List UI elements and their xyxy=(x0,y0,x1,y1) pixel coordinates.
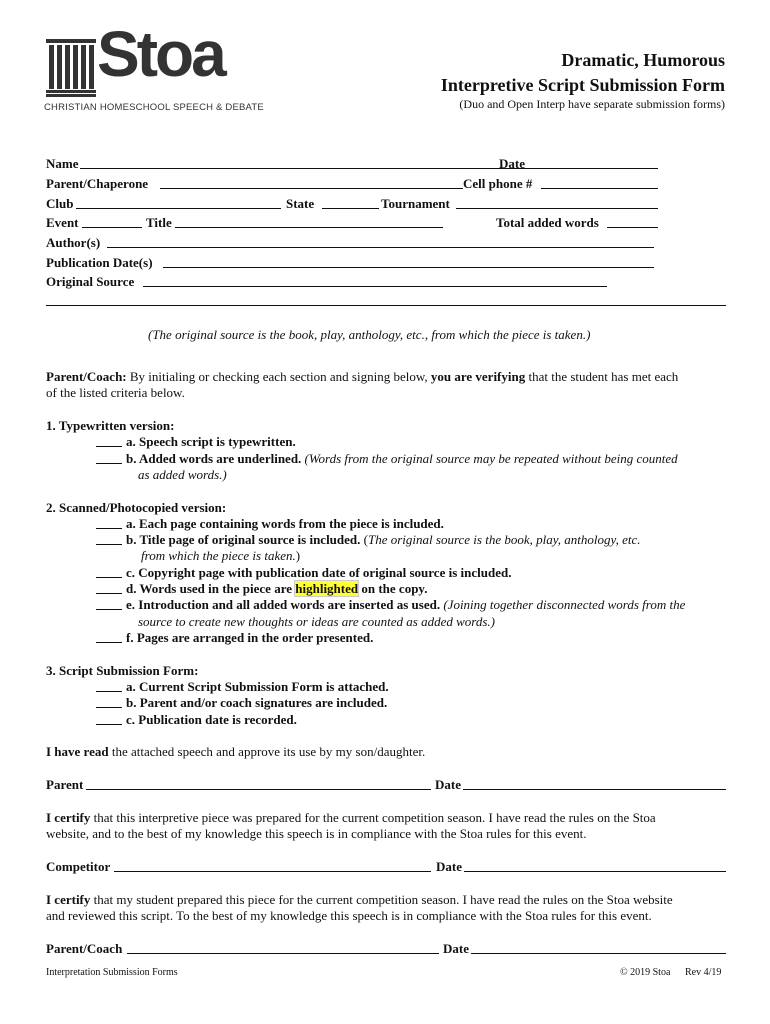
cell-phone-label: Cell phone # xyxy=(463,176,533,191)
publication-dates-row xyxy=(46,255,726,271)
intro-lead: Parent/Coach: xyxy=(46,369,127,384)
section1-item-b xyxy=(96,451,678,468)
state-label: State xyxy=(286,196,315,211)
section2-item-b-note2-line xyxy=(141,548,300,565)
parent-coach-signature-label: Parent/Coach xyxy=(46,941,123,956)
parent-coach-date-label: Date xyxy=(443,941,469,956)
read-text: the attached speech and approve its use by my son/daughter. xyxy=(108,744,426,759)
section3-item-b xyxy=(96,695,387,712)
certify2-line1 xyxy=(46,892,673,909)
section3-heading: 3. Script Submission Form: xyxy=(46,663,199,678)
section2-item-b-note2: from which the piece is taken. xyxy=(141,548,296,563)
initial-blank[interactable] xyxy=(96,516,122,529)
parent-date-label: Date xyxy=(435,777,461,792)
club-field[interactable] xyxy=(76,208,281,209)
certify1-line2: website, and to the best of my knowledge this speech is in compliance with the Stoa rules for this event. xyxy=(46,826,587,841)
name-field[interactable] xyxy=(80,168,540,169)
date-field[interactable] xyxy=(526,168,658,169)
parent-chaperone-field[interactable] xyxy=(160,188,463,189)
initial-blank[interactable] xyxy=(96,712,122,725)
competitor-date-label: Date xyxy=(436,859,462,874)
intro-text2: that the student has met each xyxy=(525,369,679,384)
initial-blank[interactable] xyxy=(96,695,122,708)
section2-item-e-note2: source to create new thoughts or ideas are counted as added words.) xyxy=(138,614,495,629)
original-source-field[interactable] xyxy=(143,286,607,287)
competitor-signature-row xyxy=(46,859,726,875)
parent-coach-signature-field[interactable] xyxy=(127,953,439,954)
total-added-words-label: Total added words xyxy=(496,215,599,230)
highlighted-word: highlighted xyxy=(295,581,359,596)
competitor-date-field[interactable] xyxy=(464,871,726,872)
section3-item-b-text: b. Parent and/or coach signatures are included. xyxy=(126,695,388,710)
club-label: Club xyxy=(46,196,74,211)
read-lead: I have read xyxy=(46,744,109,759)
event-label: Event xyxy=(46,215,79,230)
competitor-signature-label: Competitor xyxy=(46,859,111,874)
section2-item-e-text: e. Introduction and all added words are inserted as used. xyxy=(126,597,441,612)
certify1-lead: I certify xyxy=(46,810,91,825)
section1-item-b-note: (Words from the original source may be repeated without being counted xyxy=(304,451,678,466)
form-title-line1: Dramatic, Humorous xyxy=(561,50,725,70)
section1-heading: 1. Typewritten version: xyxy=(46,418,175,433)
section3-item-c-text: c. Publication date is recorded. xyxy=(126,712,297,727)
publication-dates-field[interactable] xyxy=(163,267,654,268)
event-field[interactable] xyxy=(82,227,142,228)
initial-blank[interactable] xyxy=(96,532,122,545)
original-source-continuation-field[interactable] xyxy=(46,305,726,306)
section2-item-d-pre: d. Words used in the piece are xyxy=(126,581,296,596)
tournament-field[interactable] xyxy=(456,208,658,209)
section3-item-a-text: a. Current Script Submission Form is attached. xyxy=(126,679,389,694)
read-statement xyxy=(46,744,425,761)
title-label: Title xyxy=(146,215,172,230)
intro-line2: of the listed criteria below. xyxy=(46,385,185,400)
intro-emph: you are verifying xyxy=(430,369,526,384)
paren-open: ( xyxy=(363,532,368,547)
section2-item-b xyxy=(96,532,640,549)
footer-revision: Rev 4/19 xyxy=(685,967,722,978)
original-source-label: Original Source xyxy=(46,274,135,289)
parent-coach-date-field[interactable] xyxy=(471,953,726,954)
intro-text1: By initialing or checking each section and signing below, xyxy=(126,369,431,384)
section1-item-a xyxy=(96,434,296,451)
initial-blank[interactable] xyxy=(96,679,122,692)
section1-item-b-text: b. Added words are underlined. xyxy=(126,451,302,466)
section2-item-c xyxy=(96,565,511,582)
section2-item-d xyxy=(96,581,427,598)
parent-chaperone-label: Parent/Chaperone xyxy=(46,176,149,191)
source-note: (The original source is the book, play, anthology, etc., from which the piece is taken.) xyxy=(148,327,591,342)
section2-item-b-note: The original source is the book, play, anthology, etc. xyxy=(367,532,641,547)
section2-item-f-text: f. Pages are arranged in the order presented. xyxy=(126,630,374,645)
total-added-words-field[interactable] xyxy=(607,227,658,228)
initial-blank[interactable] xyxy=(96,597,122,610)
event-title-row xyxy=(46,215,726,231)
certify2-text: that my student prepared this piece for the current competition season. I have read the rules on the Stoa website xyxy=(90,892,673,907)
paren-close: ) xyxy=(295,548,301,563)
section3-item-c xyxy=(96,712,297,729)
competitor-signature-field[interactable] xyxy=(114,871,431,872)
initial-blank[interactable] xyxy=(96,565,122,578)
authors-label: Author(s) xyxy=(46,235,101,250)
section2-item-c-text: c. Copyright page with publication date of original source is included. xyxy=(126,565,512,580)
original-source-row xyxy=(46,274,726,290)
date-label: Date xyxy=(499,156,525,171)
intro-line1 xyxy=(46,369,678,386)
footer-copyright: © 2019 Stoa xyxy=(620,967,671,978)
certify1-text: that this interpretive piece was prepared for the current competition season. I have read the rules on the Stoa xyxy=(90,810,656,825)
publication-dates-label: Publication Date(s) xyxy=(46,255,153,270)
section2-item-b-text: b. Title page of original source is included. xyxy=(126,532,361,547)
section2-item-f xyxy=(96,630,373,647)
parent-signature-row xyxy=(46,777,726,793)
cell-phone-field[interactable] xyxy=(541,188,658,189)
form-title-line2: Interpretive Script Submission Form xyxy=(440,75,725,95)
footer-left: Interpretation Submission Forms xyxy=(46,967,178,978)
state-field[interactable] xyxy=(322,208,379,209)
initial-blank[interactable] xyxy=(96,630,122,643)
initial-blank[interactable] xyxy=(96,434,122,447)
stoa-logo-wordmark: Stoa xyxy=(97,18,224,90)
authors-field[interactable] xyxy=(107,247,654,248)
initial-blank[interactable] xyxy=(96,451,122,464)
tournament-label: Tournament xyxy=(381,196,450,211)
section2-item-a xyxy=(96,516,444,533)
parent-coach-signature-row xyxy=(46,941,726,957)
section2-item-d-post: on the copy. xyxy=(358,581,428,596)
stoa-logo-tagline: CHRISTIAN HOMESCHOOL SPEECH & DEBATE xyxy=(44,102,264,113)
title-field[interactable] xyxy=(175,227,443,228)
section2-item-e xyxy=(96,597,685,614)
section1-item-a-text: a. Speech script is typewritten. xyxy=(126,434,296,449)
section2-item-e-note: (Joining together disconnected words from the xyxy=(443,597,686,612)
parent-phone-row xyxy=(46,176,726,192)
name-date-row xyxy=(46,156,726,172)
section1-item-b-note2: as added words.) xyxy=(138,467,227,482)
form-subtitle: (Duo and Open Interp have separate submission forms) xyxy=(459,97,725,111)
authors-row xyxy=(46,235,726,251)
initial-blank[interactable] xyxy=(96,581,122,594)
parent-date-field[interactable] xyxy=(463,789,726,790)
certify2-line2: and reviewed this script. To the best of my knowledge this speech is in compliance with the Stoa rules for this event. xyxy=(46,908,652,923)
section2-item-a-text: a. Each page containing words from the piece is included. xyxy=(126,516,444,531)
name-label: Name xyxy=(46,156,79,171)
club-state-tournament-row xyxy=(46,196,726,212)
stoa-columns-logo-icon xyxy=(46,39,96,97)
parent-signature-label: Parent xyxy=(46,777,84,792)
section3-item-a xyxy=(96,679,389,696)
parent-signature-field[interactable] xyxy=(86,789,431,790)
certify1-line1 xyxy=(46,810,656,827)
certify2-lead: I certify xyxy=(46,892,91,907)
section2-heading: 2. Scanned/Photocopied version: xyxy=(46,500,227,515)
